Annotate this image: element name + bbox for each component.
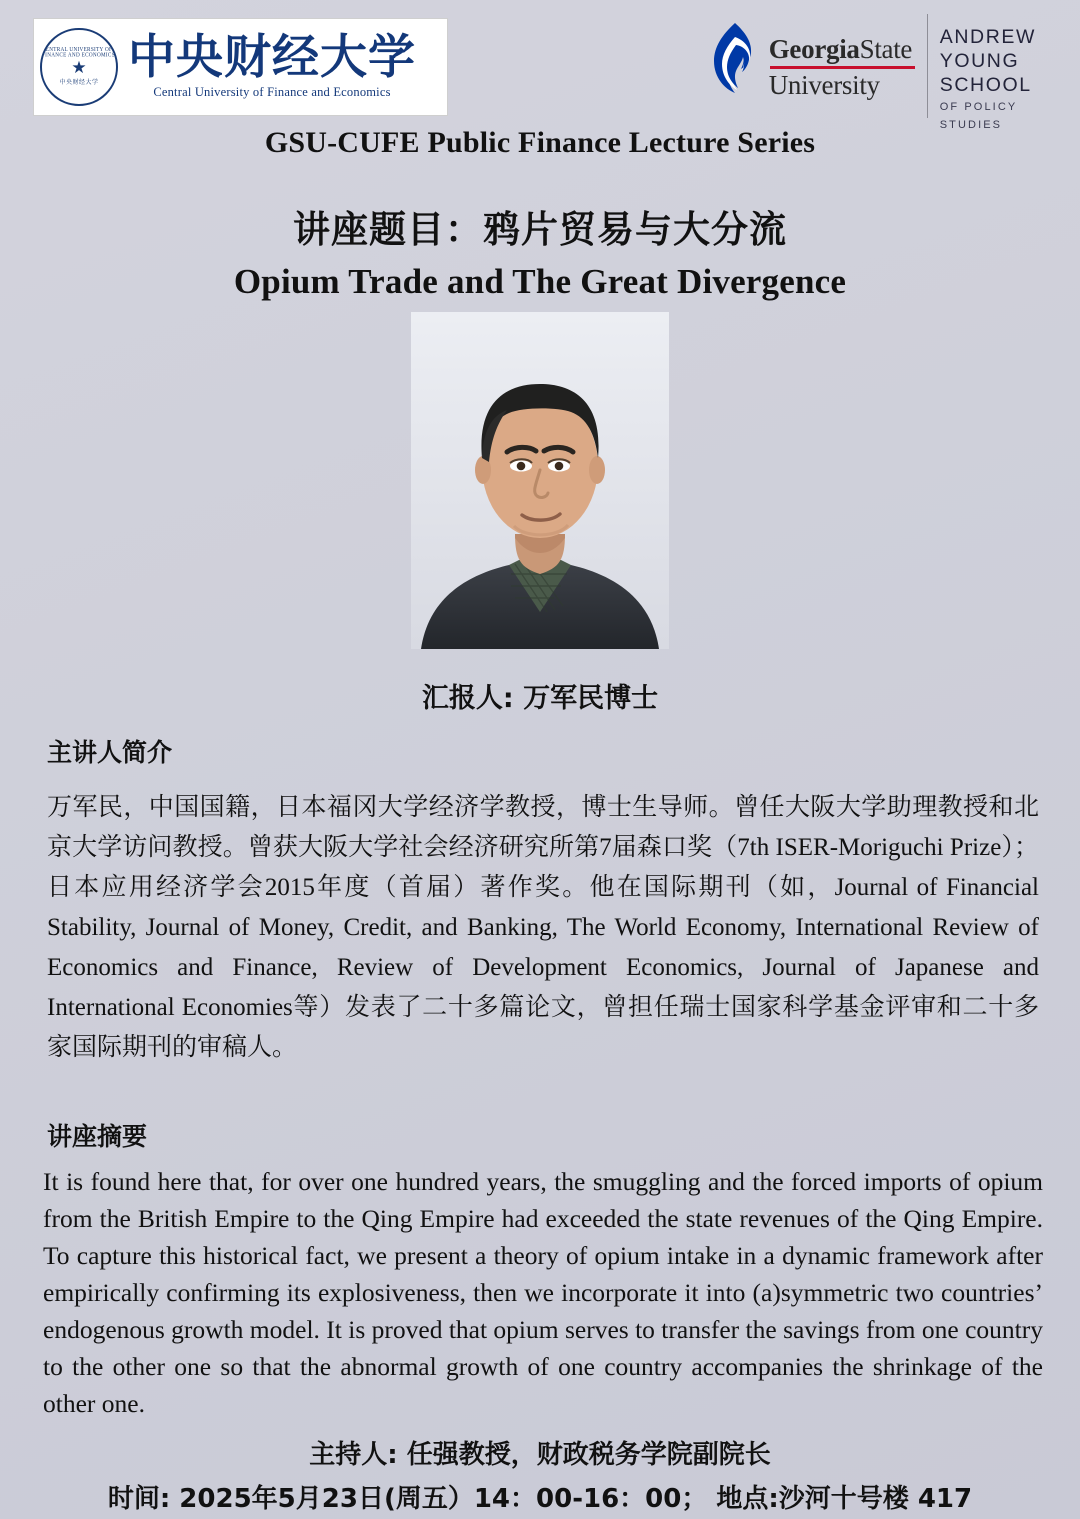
abstract-text: It is found here that, for over one hundred years, the smuggling and the forced imports of opium from the British Empire to the Qing Empire had exceeded the state revenues of the Qing Empire. To capture this historical fact, we present a theory of opium intake in a dynamic framework after empirically confirming its explosiveness, then we incorporate it into (a)symmetric two countries’ endogenous growth model. It is proved that opium serves to transfer the savings from one country to the other one so that the abnormal growth of one country accompanies the shrinkage of the other one. bbox=[43, 1167, 1043, 1418]
gsu-wordmark bbox=[708, 12, 927, 99]
gsu-name-georgia: Georgia bbox=[768, 34, 860, 64]
lecture-title-cn: 讲座题目：鸦片贸易与大分流 bbox=[293, 208, 787, 251]
ays-line-studies: STUDIES bbox=[939, 119, 1003, 132]
gsu-wordmark-text bbox=[769, 12, 915, 99]
time-and-venue-line: 时间: 2025年5月23日(周五）14：00-16：00； 地点:沙河十号楼 417 bbox=[107, 1484, 973, 1514]
cufe-seal-top-text: CENTRAL UNIVERSITY OF FINANCE AND ECONOMICS bbox=[42, 46, 115, 59]
speaker-photo-illustration bbox=[411, 312, 669, 649]
abstract-heading: 讲座摘要 bbox=[47, 1122, 148, 1151]
gsu-accent-rule bbox=[770, 66, 915, 69]
gsu-name-university: University bbox=[768, 70, 880, 100]
ays-line-young: YOUNG bbox=[939, 49, 1020, 72]
ays-line-school: SCHOOL bbox=[939, 73, 1032, 96]
cufe-name-en: Central University of Finance and Economics bbox=[153, 85, 391, 100]
gsu-logo bbox=[708, 12, 1036, 132]
ays-line-of-policy: OF POLICY bbox=[939, 101, 1018, 114]
gsu-flame-icon bbox=[708, 21, 762, 95]
speaker-portrait bbox=[411, 312, 669, 649]
gsu-logo-divider bbox=[927, 14, 928, 118]
bio-heading: 主讲人简介 bbox=[47, 738, 173, 767]
cufe-name-cn: 中央财经大学 bbox=[128, 29, 416, 85]
lecture-title-en: Opium Trade and The Great Divergence bbox=[233, 262, 847, 301]
bio-text: 万军民，中国国籍，日本福冈大学经济学教授，博士生导师。曾任大阪大学助理教授和北京大学访问教授。曾获大阪大学社会经济研究所第7届森口奖（7th ISER-Moriguchi Prize）；日本应用经济学会2015年度（首届）著作奖。他在国际期刊（如，Journal of Financial Stability, Journal of Money, Credit, and Banking, The World Economy, International Review of Economics and Finance, Review of Development Economics, Journal of Japanese and International Economies等）发表了二十多篇论文，曾担任瑞士国家科学基金评审和二十多家国际期刊的审稿人。 bbox=[47, 794, 1039, 1061]
speaker-name-line: 汇报人: 万军民博士 bbox=[421, 683, 659, 714]
gsu-name-state: State bbox=[859, 34, 913, 64]
cufe-logo-text bbox=[128, 29, 416, 101]
host-line: 主持人: 任强教授，财政税务学院副院长 bbox=[309, 1440, 771, 1470]
cufe-seal-icon bbox=[40, 28, 118, 106]
cufe-seal-bottom-text: 中央财经大学 bbox=[59, 80, 99, 87]
series-title: GSU-CUFE Public Finance Lecture Series bbox=[264, 126, 816, 159]
ays-school-lockup bbox=[940, 12, 1036, 133]
cufe-seal-star-icon: ★ bbox=[71, 58, 87, 79]
cufe-logo bbox=[33, 18, 448, 116]
ays-line-andrew: ANDREW bbox=[939, 26, 1036, 48]
